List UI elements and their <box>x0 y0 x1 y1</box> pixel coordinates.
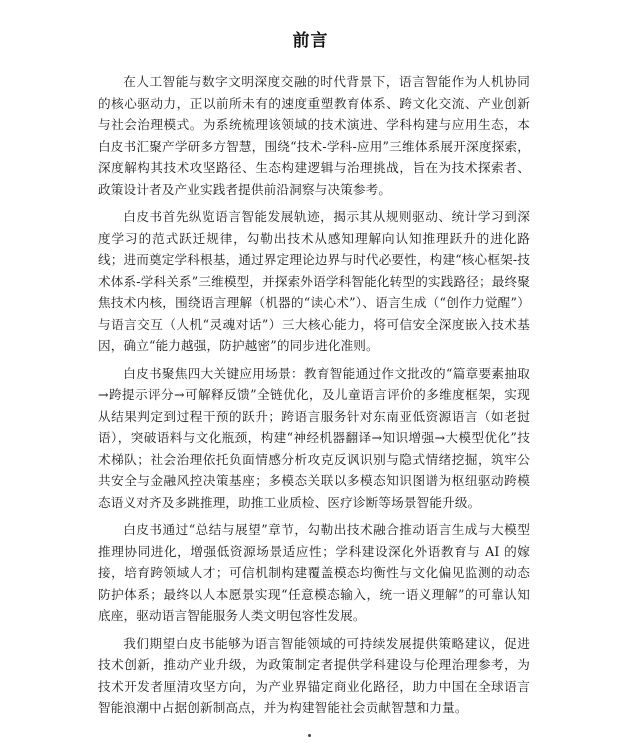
paragraph-expectation: 我们期望白皮书能够为语言智能领域的可持续发展提供策略建议，促进技术创新，推动产业升级，为政策制定者提供学科建设与伦理治理参考，为技术开发者厘清攻坚方向，为产业界锚定商业化路径，助力中国在全球语言智能浪潮中占据创新制高点，并为构建智能社会贡献智慧和力量。 <box>98 635 530 715</box>
document-body <box>98 71 530 725</box>
paragraph-summary: 白皮书通过“总结与展望”章节，勾勒出技术融合推动语言生成与大模型推理协同进化，增强低资源场景适应性；学科建设深化外语教育与 AI 的嫁接，培育跨领域人才；可信机制构建覆盖模态均衡性与文化偏见监测的动态防护体系；最终以人本愿景实现“任意模态输入，统一语义理解”的可靠认知底座，驱动语言智能服务人类文明包容性发展。 <box>98 522 530 623</box>
page-bottom-mark <box>308 734 311 737</box>
page-title: 前言 <box>292 31 329 51</box>
paragraph-overview: 白皮书首先纵览语言智能发展轨迹，揭示其从规则驱动、统计学习到深度学习的范式跃迁规律，勾勒出技术从感知理解向认知推理跃升的进化路线；进而奠定学科根基，通过界定理论边界与时代必要性，构建“核心框架-技术体系-学科关系”三维模型，并探索外语学科智能化转型的实践路径；最终聚焦技术内核，围绕语言理解（机器的“读心术”）、语言生成（“创作力觉醒”）与语言交互（人机“灵魂对话”）三大核心能力，将可信安全深度嵌入技术基因，确立“能力越强，防护越密”的同步进化准则。 <box>98 209 530 353</box>
paragraph-applications: 白皮书聚焦四大关键应用场景：教育智能通过作文批改的“篇章要素抽取→跨提示评分→可解释反馈”全链优化，及儿童语言评价的多维度框架，实现从结果判定到过程干预的跃升；跨语言服务针对东南亚低资源语言（如老挝语），突破语料与文化瓶颈，构建“神经机器翻译→知识增强→大模型优化”技术梯队；社会治理依托负面情感分析攻克反讽识别与隐式情绪挖掘，筑牢公共安全与金融风控决策基座；多模态关联以多模态知识图谱为枢纽驱动跨模态语义对齐及多跳推理，助推工业质检、医疗诊断等场景智能升级。 <box>98 365 530 510</box>
paragraph-intro: 在人工智能与数字文明深度交融的时代背景下，语言智能作为人机协同的核心驱动力，正以前所未有的速度重塑教育体系、跨文化交流、产业创新与社会治理模式。为系统梳理该领域的技术演进、学科构建与应用生态，本白皮书汇聚产学研多方智慧，围绕“技术-学科-应用”三维体系展开深度探索，深度解构其技术攻坚路径、生态构建逻辑与治理挑战，旨在为技术探索者、政策设计者及产业实践者提供前沿洞察与决策参考。 <box>98 74 530 197</box>
